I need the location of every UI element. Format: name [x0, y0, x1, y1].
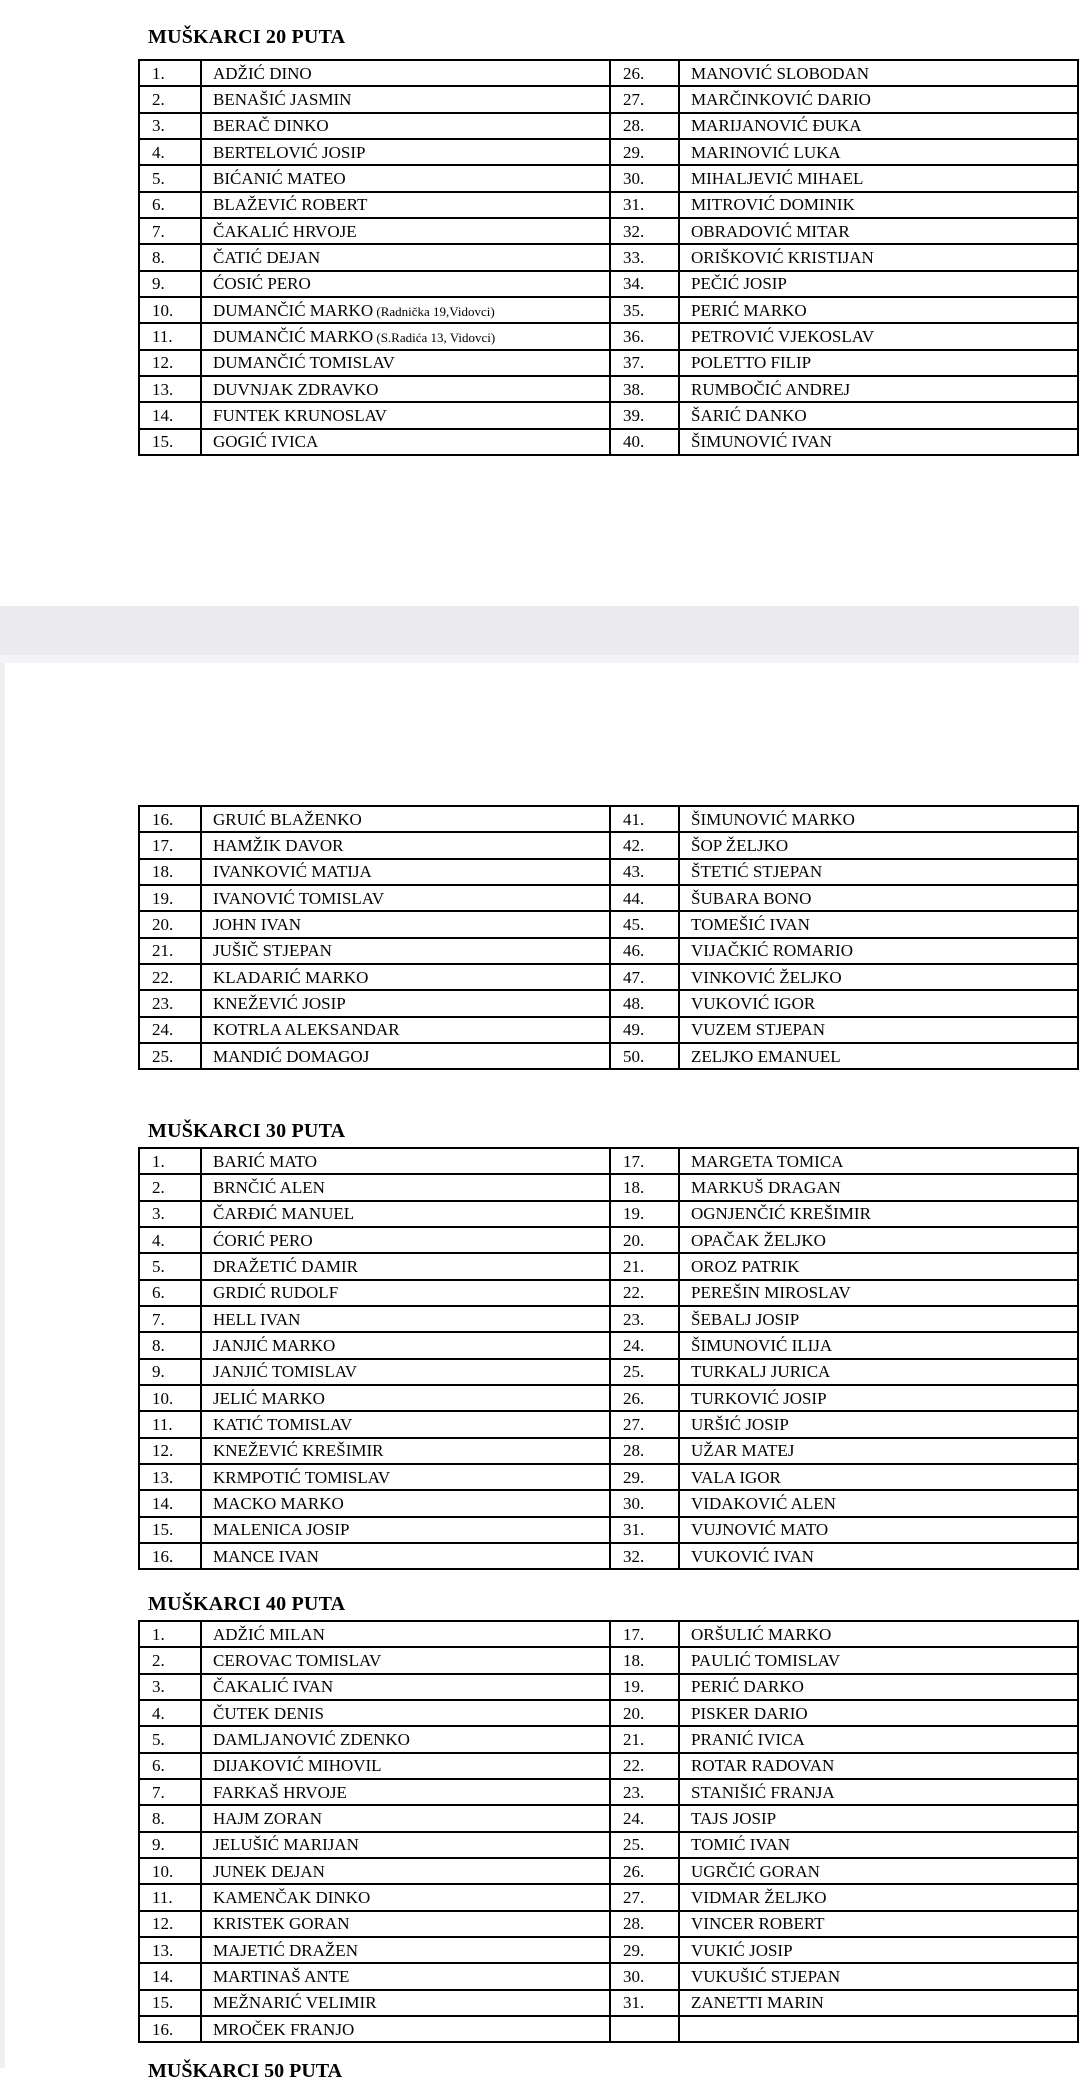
- entry-number-cell: 33.: [610, 244, 679, 270]
- table-row: [139, 113, 1078, 139]
- entry-number-cell: 38.: [610, 376, 679, 402]
- entry-name-cell: HAMŽIK DAVOR: [201, 832, 610, 858]
- entry-name-cell: PERIĆ DARKO: [679, 1674, 1078, 1700]
- entry-number-cell: 16.: [139, 806, 201, 832]
- entry-name-cell: KAMENČAK DINKO: [201, 1884, 610, 1910]
- table-row: [139, 1832, 1078, 1858]
- entry-number-cell: 1.: [139, 60, 201, 86]
- entry-number-cell: 11.: [139, 1884, 201, 1910]
- entry-name-cell: BENAŠIĆ JASMIN: [201, 86, 610, 112]
- entry-number-cell: 15.: [139, 429, 201, 455]
- entry-number-cell: 21.: [610, 1253, 679, 1279]
- entry-name-cell: RUMBOČIĆ ANDREJ: [679, 376, 1078, 402]
- entry-number-cell: 15.: [139, 1517, 201, 1543]
- entry-number-cell: 12.: [139, 1438, 201, 1464]
- table-row: [139, 911, 1078, 937]
- entry-name-cell: ŠIMUNOVIĆ IVAN: [679, 429, 1078, 455]
- entry-number-cell: 10.: [139, 1858, 201, 1884]
- table-row: [139, 1017, 1078, 1043]
- entry-name-cell: MARTINAŠ ANTE: [201, 1963, 610, 1989]
- entry-number-cell: 14.: [139, 1490, 201, 1516]
- address-note: (Radnička 19,Vidovci): [373, 303, 495, 319]
- entry-number-cell: 22.: [610, 1753, 679, 1779]
- entry-name-cell: ŠEBALJ JOSIP: [679, 1306, 1078, 1332]
- entry-number-cell: 24.: [610, 1332, 679, 1358]
- entry-number-cell: 27.: [610, 86, 679, 112]
- table-row: [139, 271, 1078, 297]
- entry-name-cell: PISKER DARIO: [679, 1700, 1078, 1726]
- entry-number-cell: 41.: [610, 806, 679, 832]
- entry-name-cell: OROZ PATRIK: [679, 1253, 1078, 1279]
- address-note: (S.Radića 13, Vidovci): [373, 329, 496, 345]
- entry-name-cell: PEREŠIN MIROSLAV: [679, 1280, 1078, 1306]
- entry-name-cell: GRUIĆ BLAŽENKO: [201, 806, 610, 832]
- entry-number-cell: 4.: [139, 139, 201, 165]
- entry-name-cell: ROTAR RADOVAN: [679, 1753, 1078, 1779]
- entry-name-cell: MANOVIĆ SLOBODAN: [679, 60, 1078, 86]
- entry-name-cell: DUMANČIĆ MARKO (Radnička 19,Vidovci): [201, 297, 610, 323]
- entry-number-cell: 6.: [139, 1280, 201, 1306]
- entry-name-cell: PAULIĆ TOMISLAV: [679, 1647, 1078, 1673]
- entry-number-cell: 29.: [610, 1464, 679, 1490]
- entry-number-cell: 17.: [610, 1621, 679, 1647]
- entry-number-cell: 25.: [139, 1043, 201, 1069]
- entry-number-cell: 8.: [139, 244, 201, 270]
- entry-number-cell: 23.: [610, 1306, 679, 1332]
- entry-name-cell: UGRČIĆ GORAN: [679, 1858, 1078, 1884]
- entry-number-cell: 22.: [139, 964, 201, 990]
- entry-name-cell: UŽAR MATEJ: [679, 1438, 1078, 1464]
- entry-number-cell: 27.: [610, 1411, 679, 1437]
- entry-number-cell: 31.: [610, 1517, 679, 1543]
- entry-number-cell: 21.: [610, 1726, 679, 1752]
- table-row: [139, 1937, 1078, 1963]
- table-row: [139, 244, 1078, 270]
- entry-name-cell: HAJM ZORAN: [201, 1805, 610, 1831]
- entry-number-cell: 5.: [139, 1253, 201, 1279]
- entry-name-cell: TAJS JOSIP: [679, 1805, 1078, 1831]
- table-row: [139, 165, 1078, 191]
- entry-number-cell: 1.: [139, 1148, 201, 1174]
- entry-name-cell: BERTELOVIĆ JOSIP: [201, 139, 610, 165]
- entry-name-cell: KRMPOTIĆ TOMISLAV: [201, 1464, 610, 1490]
- entry-number-cell: 26.: [610, 60, 679, 86]
- table-row: [139, 1148, 1078, 1174]
- entry-number-cell: 26.: [610, 1385, 679, 1411]
- table-row: [139, 1306, 1078, 1332]
- table-row: [139, 218, 1078, 244]
- entry-number-cell: 14.: [139, 402, 201, 428]
- entry-name-cell: ŠOP ŽELJKO: [679, 832, 1078, 858]
- table-row: [139, 885, 1078, 911]
- entry-name-cell: ĆORIĆ PERO: [201, 1227, 610, 1253]
- page-separator: [0, 606, 1079, 655]
- entry-name-cell: DRAŽETIĆ DAMIR: [201, 1253, 610, 1279]
- entry-number-cell: 29.: [610, 139, 679, 165]
- entry-name-cell: FUNTEK KRUNOSLAV: [201, 402, 610, 428]
- table-row: [139, 1726, 1078, 1752]
- entry-number-cell: 17.: [610, 1148, 679, 1174]
- entry-name-cell: CEROVAC TOMISLAV: [201, 1647, 610, 1673]
- entry-name-cell: MARKUŠ DRAGAN: [679, 1174, 1078, 1200]
- entry-name-cell: MAJETIĆ DRAŽEN: [201, 1937, 610, 1963]
- entry-name-cell: MROČEK FRANJO: [201, 2016, 610, 2042]
- entry-number-cell: 16.: [139, 2016, 201, 2042]
- entry-number-cell: 19.: [610, 1674, 679, 1700]
- entry-number-cell: 46.: [610, 938, 679, 964]
- entry-number-cell: 3.: [139, 113, 201, 139]
- entry-name-cell: MALENICA JOSIP: [201, 1517, 610, 1543]
- entry-number-cell: 22.: [610, 1280, 679, 1306]
- entry-number-cell: 25.: [610, 1832, 679, 1858]
- entry-number-cell: 18.: [610, 1647, 679, 1673]
- entry-name-cell: ČATIĆ DEJAN: [201, 244, 610, 270]
- entry-name-cell: ŠIMUNOVIĆ MARKO: [679, 806, 1078, 832]
- entry-number-cell: 30.: [610, 1963, 679, 1989]
- entry-number-cell: 28.: [610, 1438, 679, 1464]
- entry-number-cell: 13.: [139, 1464, 201, 1490]
- entry-name-cell: MITROVIĆ DOMINIK: [679, 192, 1078, 218]
- table-row: [139, 1647, 1078, 1673]
- entry-name-cell: ČAKALIĆ IVAN: [201, 1674, 610, 1700]
- entry-number-cell: 19.: [610, 1201, 679, 1227]
- entry-name-cell: VALA IGOR: [679, 1464, 1078, 1490]
- entry-name-cell: KOTRLA ALEKSANDAR: [201, 1017, 610, 1043]
- entry-number-cell: 21.: [139, 938, 201, 964]
- entry-number-cell: 36.: [610, 323, 679, 349]
- entry-name-cell: JOHN IVAN: [201, 911, 610, 937]
- entry-number-cell: 17.: [139, 832, 201, 858]
- entry-name-cell: MARINOVIĆ LUKA: [679, 139, 1078, 165]
- table-row: [139, 1674, 1078, 1700]
- entry-name-cell: DUMANČIĆ TOMISLAV: [201, 350, 610, 376]
- entry-name-cell: JANJIĆ MARKO: [201, 1332, 610, 1358]
- entry-name-cell: PRANIĆ IVICA: [679, 1726, 1078, 1752]
- section-title-muskarci-20-puta: MUŠKARCI 20 PUTA: [148, 26, 346, 48]
- entry-name-cell: KNEŽEVIĆ KREŠIMIR: [201, 1438, 610, 1464]
- entry-name-cell: ČARĐIĆ MANUEL: [201, 1201, 610, 1227]
- entry-number-cell: 13.: [139, 1937, 201, 1963]
- entry-name-cell: VUKOVIĆ IVAN: [679, 1543, 1078, 1569]
- entry-number-cell: 47.: [610, 964, 679, 990]
- entry-name-cell: TURKALJ JURICA: [679, 1359, 1078, 1385]
- section-title-next-partial: MUŠKARCI 50 PUTA: [148, 2060, 343, 2082]
- entry-number-cell: 32.: [610, 218, 679, 244]
- entry-number-cell: 13.: [139, 376, 201, 402]
- entry-name-cell: HELL IVAN: [201, 1306, 610, 1332]
- entry-number-cell: 5.: [139, 1726, 201, 1752]
- entry-number-cell: 6.: [139, 1753, 201, 1779]
- entry-name-cell: KNEŽEVIĆ JOSIP: [201, 990, 610, 1016]
- entry-number-cell: 14.: [139, 1963, 201, 1989]
- entry-name-cell: ZANETTI MARIN: [679, 1990, 1078, 2016]
- table-row: [139, 1043, 1078, 1069]
- entry-name-cell: MARIJANOVIĆ ĐUKA: [679, 113, 1078, 139]
- table-row: [139, 1438, 1078, 1464]
- entry-name-cell: MIHALJEVIĆ MIHAEL: [679, 165, 1078, 191]
- table-row: [139, 1280, 1078, 1306]
- entry-name-cell: ORIŠKOVIĆ KRISTIJAN: [679, 244, 1078, 270]
- entry-number-cell: 9.: [139, 1359, 201, 1385]
- entry-name-cell: ŠTETIĆ STJEPAN: [679, 859, 1078, 885]
- table-muskarci-30: [138, 1147, 1079, 1570]
- entry-number-cell: 11.: [139, 1411, 201, 1437]
- entry-number-cell: 3.: [139, 1201, 201, 1227]
- entry-name-cell: ČUTEK DENIS: [201, 1700, 610, 1726]
- table-row: [139, 1174, 1078, 1200]
- entry-name-cell: ADŽIĆ MILAN: [201, 1621, 610, 1647]
- table-row: [139, 964, 1078, 990]
- table-row: [139, 323, 1078, 349]
- entry-number-cell: 10.: [139, 1385, 201, 1411]
- table-row: [139, 297, 1078, 323]
- table-row: [139, 1411, 1078, 1437]
- entry-name-cell: JUŠIČ STJEPAN: [201, 938, 610, 964]
- entry-name-cell: IVANKOVIĆ MATIJA: [201, 859, 610, 885]
- table-row: [139, 859, 1078, 885]
- entry-number-cell: 31.: [610, 1990, 679, 2016]
- entry-number-cell: 20.: [610, 1700, 679, 1726]
- entry-name-cell: [679, 2016, 1078, 2042]
- entry-name-cell: ADŽIĆ DINO: [201, 60, 610, 86]
- entry-name-cell: JANJIĆ TOMISLAV: [201, 1359, 610, 1385]
- entry-name-cell: FARKAŠ HRVOJE: [201, 1779, 610, 1805]
- entry-number-cell: 4.: [139, 1700, 201, 1726]
- table-row: [139, 139, 1078, 165]
- entry-name-cell: DIJAKOVIĆ MIHOVIL: [201, 1753, 610, 1779]
- entry-name-cell: VUZEM STJEPAN: [679, 1017, 1078, 1043]
- table-row: [139, 350, 1078, 376]
- entry-name-cell: GOGIĆ IVICA: [201, 429, 610, 455]
- entry-number-cell: 18.: [610, 1174, 679, 1200]
- table-row: [139, 1490, 1078, 1516]
- table-row: [139, 806, 1078, 832]
- entry-number-cell: 35.: [610, 297, 679, 323]
- entry-number-cell: 7.: [139, 1779, 201, 1805]
- table-row: [139, 376, 1078, 402]
- entry-name-cell: TOMEŠIĆ IVAN: [679, 911, 1078, 937]
- entry-number-cell: 42.: [610, 832, 679, 858]
- entry-number-cell: 2.: [139, 1174, 201, 1200]
- entry-number-cell: 45.: [610, 911, 679, 937]
- entry-name-cell: MANCE IVAN: [201, 1543, 610, 1569]
- entry-number-cell: 10.: [139, 297, 201, 323]
- entry-name-cell: DUVNJAK ZDRAVKO: [201, 376, 610, 402]
- entry-name-cell: VINCER ROBERT: [679, 1911, 1078, 1937]
- entry-number-cell: 7.: [139, 1306, 201, 1332]
- page-left-margin: [0, 663, 5, 2068]
- table-muskarci-20-page2: [138, 805, 1079, 1070]
- entry-number-cell: 34.: [610, 271, 679, 297]
- entry-name-cell: VIDAKOVIĆ ALEN: [679, 1490, 1078, 1516]
- entry-name-cell: ŠARIĆ DANKO: [679, 402, 1078, 428]
- entry-number-cell: 20.: [610, 1227, 679, 1253]
- table-row: [139, 938, 1078, 964]
- entry-number-cell: 11.: [139, 323, 201, 349]
- entry-name-cell: ĆOSIĆ PERO: [201, 271, 610, 297]
- entry-name-cell: MARČINKOVIĆ DARIO: [679, 86, 1078, 112]
- entry-number-cell: 37.: [610, 350, 679, 376]
- table-muskarci-40: [138, 1620, 1079, 2043]
- entry-name-cell: ORŠULIĆ MARKO: [679, 1621, 1078, 1647]
- entry-name-cell: MANDIĆ DOMAGOJ: [201, 1043, 610, 1069]
- entry-number-cell: 23.: [610, 1779, 679, 1805]
- entry-number-cell: 9.: [139, 1832, 201, 1858]
- entry-name-cell: VIDMAR ŽELJKO: [679, 1884, 1078, 1910]
- entry-name-cell: DUMANČIĆ MARKO (S.Radića 13, Vidovci): [201, 323, 610, 349]
- entry-name-cell: IVANOVIĆ TOMISLAV: [201, 885, 610, 911]
- table-row: [139, 429, 1078, 455]
- entry-number-cell: 43.: [610, 859, 679, 885]
- entry-name-cell: VUKIĆ JOSIP: [679, 1937, 1078, 1963]
- entry-number-cell: 7.: [139, 218, 201, 244]
- entry-name-cell: VUJNOVIĆ MATO: [679, 1517, 1078, 1543]
- entry-number-cell: 30.: [610, 1490, 679, 1516]
- table-row: [139, 1858, 1078, 1884]
- entry-number-cell: 39.: [610, 402, 679, 428]
- table-row: [139, 60, 1078, 86]
- entry-name-cell: OGNJENČIĆ KREŠIMIR: [679, 1201, 1078, 1227]
- entry-number-cell: 9.: [139, 271, 201, 297]
- entry-number-cell: 1.: [139, 1621, 201, 1647]
- table-row: [139, 1911, 1078, 1937]
- table-row: [139, 402, 1078, 428]
- entry-number-cell: 18.: [139, 859, 201, 885]
- entry-number-cell: 28.: [610, 113, 679, 139]
- table-row: [139, 1543, 1078, 1569]
- entry-name-cell: POLETTO FILIP: [679, 350, 1078, 376]
- entry-name-cell: ŠUBARA BONO: [679, 885, 1078, 911]
- table-row: [139, 1332, 1078, 1358]
- entry-number-cell: 12.: [139, 1911, 201, 1937]
- entry-name-cell: VUKUŠIĆ STJEPAN: [679, 1963, 1078, 1989]
- entry-number-cell: 29.: [610, 1937, 679, 1963]
- entry-name-cell: PEČIĆ JOSIP: [679, 271, 1078, 297]
- entry-number-cell: 25.: [610, 1359, 679, 1385]
- entry-number-cell: 15.: [139, 1990, 201, 2016]
- entry-name-cell: TOMIĆ IVAN: [679, 1832, 1078, 1858]
- section-title-muskarci-40-puta: MUŠKARCI 40 PUTA: [148, 1593, 346, 1615]
- table-row: [139, 1779, 1078, 1805]
- entry-name-cell: PERIĆ MARKO: [679, 297, 1078, 323]
- table-row: [139, 1517, 1078, 1543]
- table-row: [139, 2016, 1078, 2042]
- table-row: [139, 1359, 1078, 1385]
- table-row: [139, 1385, 1078, 1411]
- entry-name-cell: BRNČIĆ ALEN: [201, 1174, 610, 1200]
- entry-number-cell: 40.: [610, 429, 679, 455]
- entry-number-cell: 50.: [610, 1043, 679, 1069]
- table-row: [139, 832, 1078, 858]
- entry-name-cell: ZELJKO EMANUEL: [679, 1043, 1078, 1069]
- entry-number-cell: 5.: [139, 165, 201, 191]
- entry-number-cell: 8.: [139, 1805, 201, 1831]
- entry-number-cell: 3.: [139, 1674, 201, 1700]
- entry-number-cell: 2.: [139, 1647, 201, 1673]
- table-row: [139, 1227, 1078, 1253]
- entry-name-cell: JELIĆ MARKO: [201, 1385, 610, 1411]
- table-row: [139, 192, 1078, 218]
- entry-name-cell: STANIŠIĆ FRANJA: [679, 1779, 1078, 1805]
- table-row: [139, 1464, 1078, 1490]
- table-row: [139, 1963, 1078, 1989]
- table-row: [139, 1990, 1078, 2016]
- table-row: [139, 990, 1078, 1016]
- entry-name-cell: MEŽNARIĆ VELIMIR: [201, 1990, 610, 2016]
- entry-number-cell: 24.: [139, 1017, 201, 1043]
- entry-name-cell: JUNEK DEJAN: [201, 1858, 610, 1884]
- entry-number-cell: 44.: [610, 885, 679, 911]
- entry-name-cell: BIĆANIĆ MATEO: [201, 165, 610, 191]
- entry-name-cell: OPAČAK ŽELJKO: [679, 1227, 1078, 1253]
- entry-number-cell: 12.: [139, 350, 201, 376]
- entry-number-cell: 30.: [610, 165, 679, 191]
- entry-name-cell: BARIĆ MATO: [201, 1148, 610, 1174]
- table-row: [139, 1805, 1078, 1831]
- entry-name-cell: ČAKALIĆ HRVOJE: [201, 218, 610, 244]
- entry-name-cell: ŠIMUNOVIĆ ILIJA: [679, 1332, 1078, 1358]
- entry-name-cell: KLADARIĆ MARKO: [201, 964, 610, 990]
- entry-name-cell: BLAŽEVIĆ ROBERT: [201, 192, 610, 218]
- section-title-muskarci-30-puta: MUŠKARCI 30 PUTA: [148, 1120, 346, 1142]
- table-row: [139, 1884, 1078, 1910]
- table-row: [139, 1621, 1078, 1647]
- table-row: [139, 1253, 1078, 1279]
- entry-name-cell: TURKOVIĆ JOSIP: [679, 1385, 1078, 1411]
- table-row: [139, 1201, 1078, 1227]
- entry-name-cell: MARGETA TOMICA: [679, 1148, 1078, 1174]
- entry-number-cell: 16.: [139, 1543, 201, 1569]
- entry-name-cell: KATIĆ TOMISLAV: [201, 1411, 610, 1437]
- entry-name-cell: DAMLJANOVIĆ ZDENKO: [201, 1726, 610, 1752]
- entry-name-cell: GRDIĆ RUDOLF: [201, 1280, 610, 1306]
- page-separator-edge: [0, 655, 1079, 663]
- entry-number-cell: 6.: [139, 192, 201, 218]
- entry-number-cell: 32.: [610, 1543, 679, 1569]
- table-row: [139, 86, 1078, 112]
- entry-name-cell: KRISTEK GORAN: [201, 1911, 610, 1937]
- entry-number-cell: 31.: [610, 192, 679, 218]
- table-row: [139, 1700, 1078, 1726]
- entry-number-cell: 23.: [139, 990, 201, 1016]
- entry-number-cell: 19.: [139, 885, 201, 911]
- entry-number-cell: 8.: [139, 1332, 201, 1358]
- entry-name-cell: MACKO MARKO: [201, 1490, 610, 1516]
- entry-name-cell: JELUŠIĆ MARIJAN: [201, 1832, 610, 1858]
- entry-number-cell: 28.: [610, 1911, 679, 1937]
- table-row: [139, 1753, 1078, 1779]
- table-muskarci-20-page1: [138, 59, 1079, 456]
- entry-number-cell: [610, 2016, 679, 2042]
- entry-number-cell: 20.: [139, 911, 201, 937]
- entry-number-cell: 26.: [610, 1858, 679, 1884]
- entry-number-cell: 2.: [139, 86, 201, 112]
- entry-number-cell: 24.: [610, 1805, 679, 1831]
- entry-name-cell: BERAČ DINKO: [201, 113, 610, 139]
- entry-name-cell: URŠIĆ JOSIP: [679, 1411, 1078, 1437]
- entry-name-cell: VINKOVIĆ ŽELJKO: [679, 964, 1078, 990]
- entry-name-cell: OBRADOVIĆ MITAR: [679, 218, 1078, 244]
- entry-number-cell: 4.: [139, 1227, 201, 1253]
- entry-name-cell: VUKOVIĆ IGOR: [679, 990, 1078, 1016]
- entry-name-cell: PETROVIĆ VJEKOSLAV: [679, 323, 1078, 349]
- entry-number-cell: 27.: [610, 1884, 679, 1910]
- entry-name-cell: VIJAČKIĆ ROMARIO: [679, 938, 1078, 964]
- entry-number-cell: 49.: [610, 1017, 679, 1043]
- entry-number-cell: 48.: [610, 990, 679, 1016]
